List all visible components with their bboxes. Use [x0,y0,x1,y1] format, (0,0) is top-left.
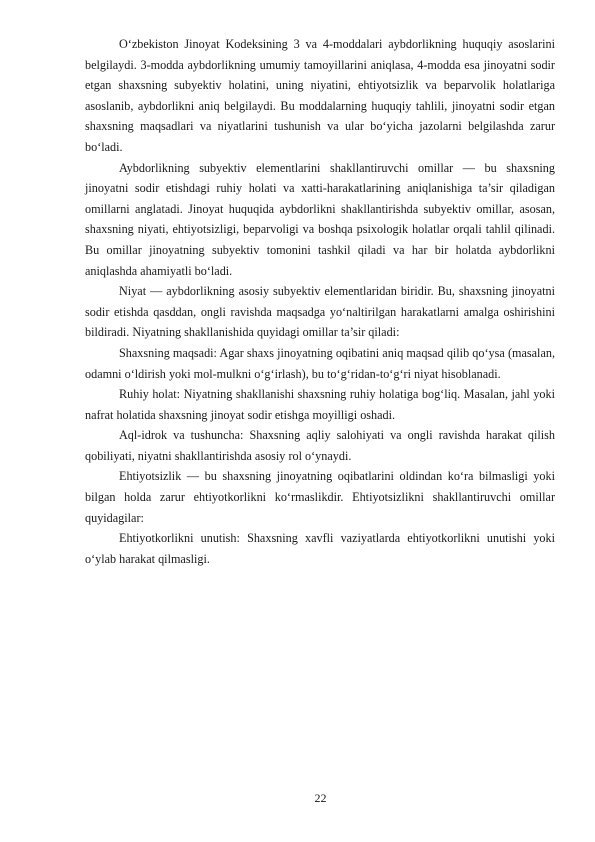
paragraph-legal-basis: O‘zbekiston Jinoyat Kodeksining 3 va 4-moddalari aybdorlikning huquqiy asoslarini belgilaydi. 3-modda aybdorlikning umumiy tamoyillarini aniqlasa, 4-modda esa jinoyatni sodir etgan shaxsning subyektiv holatini, uning niyatini, ehtiyotsizlik va beparvolik holatlariga asoslanib, aybdorlikni aniq belgilaydi. Bu moddalarning huquqiy tahlili, jinoyatni sodir etgan shaxsning maqsadlari va niyatlarini tushunish va ular bo‘yicha jazolarni belgilashda zarur bo‘ladi. [85,37,555,154]
page-number: 22 [314,791,327,805]
paragraph-subjective-factors: Aybdorlikning subyektiv elementlarini shakllantiruvchi omillar — bu shaxsning jinoyatni sodir etishdagi ruhiy holati va xatti-harakatlarining aniqlanishiga ta’sir qiladigan omillarni anglatadi. Jinoyat huquqida aybdorlikni shakllantirishda subyektiv omillar, asosan, shaxsning niyati, ehtiyotsizligi, beparvoligi va boshqa psixologik holatlar orqali tahlil qilinadi. Bu omillar jinoyatning subyektiv tomonini tashkil qiladi va har bir holatda aybdorlikni aniqlashda ahamiyatli bo‘ladi. [85,160,555,278]
paragraph-intent: Niyat — aybdorlikning asosiy subyektiv elementlaridan biridir. Bu, shaxsning jinoyatni sodir etishda qasddan, ongli ravishda maqsadga yo‘naltirilgan harakatlarni amalga oshirishini bildiradi. Niyatning shakllanishida quyidagi omillar ta’sir qiladi: [85,284,555,340]
paragraph-forgetting-caution: Ehtiyotkorlikni unutish: Shaxsning xavfli vaziyatlarda ehtiyotkorlikni unutishi yoki o‘ylab harakat qilmasligi. [85,531,555,566]
document-page [85,34,555,569]
paragraph-person-goal: Shaxsning maqsadi: Agar shaxs jinoyatning oqibatini aniq maqsad qilib qo‘ysa (masalan, odamni o‘ldirish yoki mol-mulkni o‘g‘irlash), bu to‘g‘ridan-to‘g‘ri niyat hisoblanadi. [85,345,555,381]
paragraph-mental-state: Ruhiy holat: Niyatning shakllanishi shaxsning ruhiy holatiga bog‘liq. Masalan, jahl yoki nafrat holatida shaxsning jinoyat sodir etishga moyilligi oshadi. [85,387,555,422]
paragraph-reason-understanding: Aql-idrok va tushuncha: Shaxsning aqliy salohiyati va ongli ravishda harakat qilish qobiliyati, niyatni shakllantirishda asosiy rol o‘ynaydi. [85,428,555,463]
paragraph-negligence: Ehtiyotsizlik — bu shaxsning jinoyatning oqibatlarini oldindan ko‘ra bilmasligi yoki bilgan holda zarur ehtiyotkorlikni ko‘rmaslikdir. Ehtiyotsizlikni shakllantiruvchi omillar quyidagilar: [85,469,555,525]
